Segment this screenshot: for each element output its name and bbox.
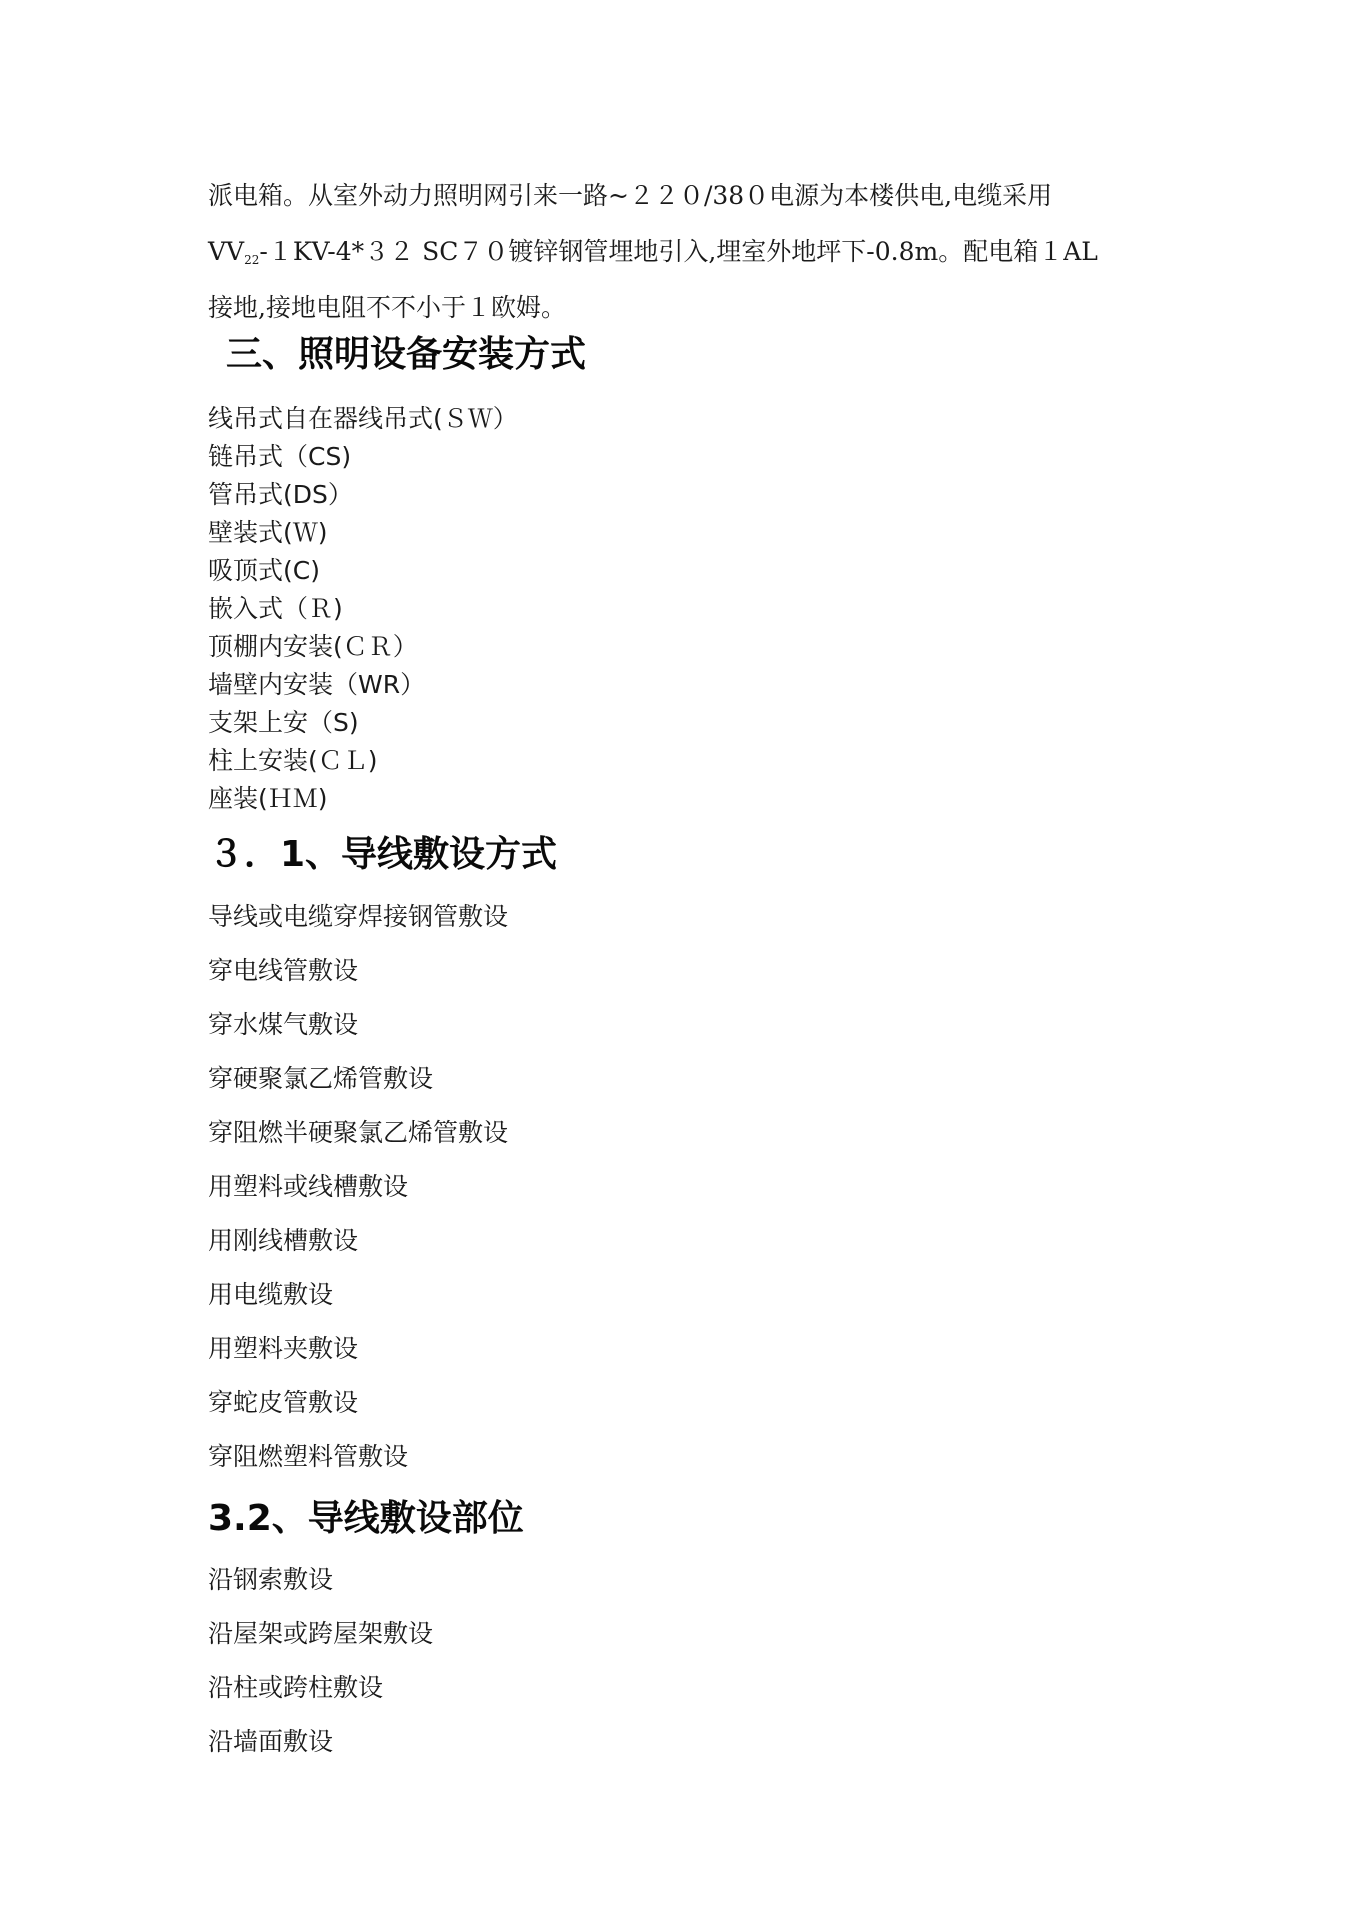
list-item: 用刚线槽敷设 — [208, 1226, 359, 1255]
list-item: 柱上安装(ＣＬ) — [208, 746, 378, 775]
list-item: 吸顶式(C) — [208, 556, 320, 585]
list-item: 沿柱或跨柱敷设 — [208, 1673, 384, 1702]
list-item: 支架上安（S) — [208, 708, 359, 737]
intro-line-3: 接地,接地电阻不不小于１欧姆。 — [208, 293, 566, 322]
list-item: 穿阻燃半硬聚氯乙烯管敷设 — [208, 1118, 509, 1147]
fixture-install-list — [208, 400, 518, 818]
list-item: 导线或电缆穿焊接钢管敷设 — [208, 902, 509, 931]
list-item: 用塑料夹敷设 — [208, 1334, 359, 1363]
list-item: 壁装式(Ｗ) — [208, 518, 328, 547]
list-item: 嵌入式（Ｒ) — [208, 594, 343, 623]
intro-paragraph — [208, 168, 1188, 336]
intro-line-2 — [208, 224, 1188, 280]
section-heading-wiring-locations: 3.2、导线敷设部位 — [208, 1498, 524, 1539]
intro-line-1: 派电箱。从室外动力照明网引来一路~２２０/38０电源为本楼供电,电缆采用 — [208, 181, 1053, 210]
list-item: 穿阻燃塑料管敷设 — [208, 1442, 409, 1471]
section-heading-wiring-methods: ３．1、导线敷设方式 — [208, 834, 558, 875]
list-item: 座装(ＨＭ) — [208, 784, 328, 813]
section-heading-fixtures: 三、照明设备安装方式 — [226, 334, 587, 375]
list-item: 穿水煤气敷设 — [208, 1010, 359, 1039]
list-item: 用电缆敷设 — [208, 1280, 334, 1309]
cable-type-prefix: VV — [208, 237, 245, 266]
list-item: 链吊式（CS) — [208, 442, 352, 471]
wiring-method-list — [208, 890, 508, 1484]
list-item: 管吊式(DS） — [208, 480, 353, 509]
list-item: 沿钢索敷设 — [208, 1565, 334, 1594]
list-item: 顶棚内安装(ＣＲ） — [208, 632, 418, 661]
cable-type-subscript: 22 — [244, 253, 260, 267]
list-item: 墙壁内安装（WR） — [208, 670, 426, 699]
list-item: 穿电线管敷设 — [208, 956, 359, 985]
intro-line-2-text: -１KV-4*３２ SC７０镀锌钢管埋地引入,埋室外地坪下-0.8m。配电箱１AL — [259, 237, 1098, 266]
list-item: 沿屋架或跨屋架敷设 — [208, 1619, 434, 1648]
wiring-location-list — [208, 1553, 433, 1769]
list-item: 用塑料或线槽敷设 — [208, 1172, 409, 1201]
list-item: 沿墙面敷设 — [208, 1727, 334, 1756]
list-item: 穿蛇皮管敷设 — [208, 1388, 359, 1417]
list-item: 线吊式自在器线吊式(ＳＷ） — [208, 404, 518, 433]
list-item: 穿硬聚氯乙烯管敷设 — [208, 1064, 434, 1093]
